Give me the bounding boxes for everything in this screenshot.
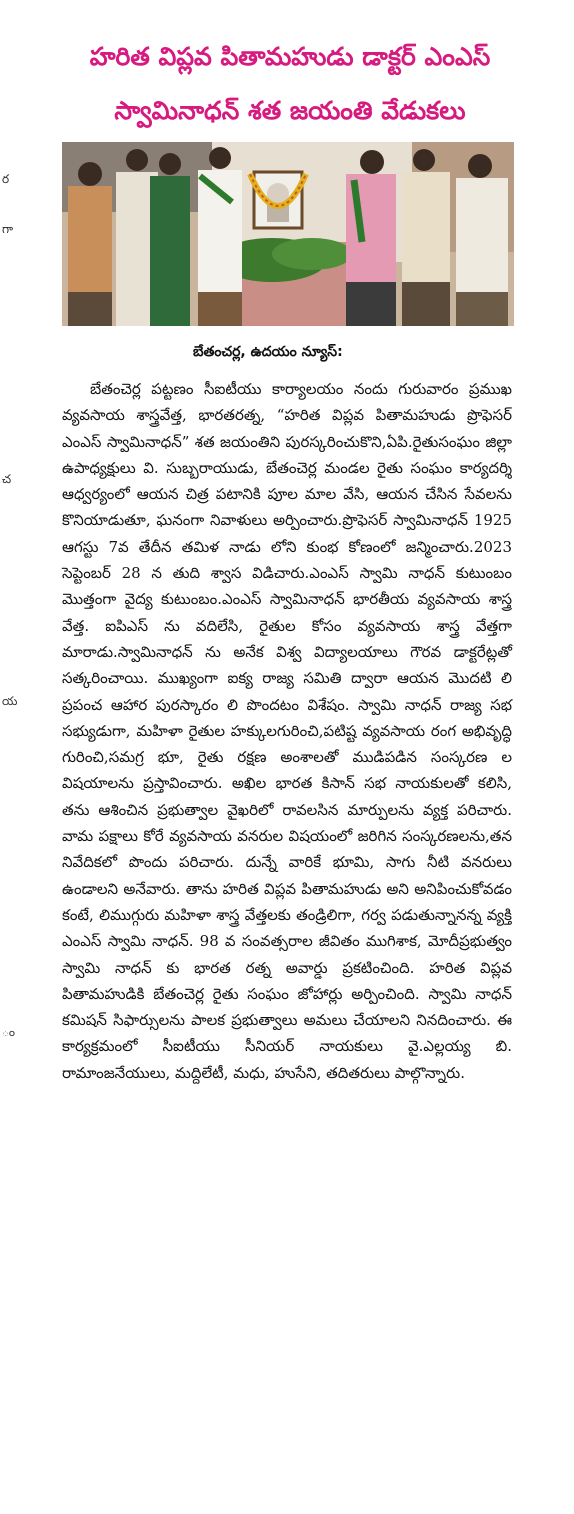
- article-headline: [30, 30, 550, 138]
- edge-fragment: గా: [2, 222, 14, 236]
- dateline: బేతంచర్ల, ఉదయం న్యూస్:: [193, 344, 343, 360]
- tribute-photo-illustration: [62, 142, 514, 326]
- edge-fragment: ం: [2, 1025, 16, 1039]
- headline-line-1: హరిత విప్లవ పితామహుడు డాక్టర్ ఎంఎస్: [89, 42, 491, 71]
- article-body: [62, 376, 512, 1086]
- article-paragraph: బేతంచెర్ల పట్టణం సీఐటీయు కార్యాలయం నందు గురువారం ప్రముఖ వ్యవసాయ శాస్త్రవేత్త, భారతరత్న, “హరిత విప్లవ పితామహుడు ప్రొఫెసర్ ఎంఎస్ స్వామినాధన్” శత జయంతిని పురస్కరించుకొని,ఏపి.రైతుసంఘం జిల్లా ఉపాధ్యక్షులు వి. సుబ్బరాయుడు, బేతంచెర్ల మండల రైతు సంఘం కార్యదర్శి ఆధ్వర్యంలో ఆయన చిత్ర పటానికి పూల మాల వేసి, ఆయన చేసిన సేవలను కొనియాడుతూ, ఘనంగా నివాళులు అర్పించారు.ప్రొఫెసర్ స్వామినాధన్ 1925 ఆగస్టు 7వ తేదీన తమిళ నాడు లోని కుంభ కోణంలో జన్మించారు.2023 సెప్టెంబర్ 28 న తుది శ్వాస విడిచారు.ఎంఎస్ స్వామి నాధన్ కుటుంబం మొత్తంగా వైద్య కుటుంబం.ఎంఎస్ స్వామినాధన్ భారతీయ వ్యవసాయ శాస్త్ర వేత్త. ఐపిఎస్ ను వదిలేసి, రైతుల కోసం వ్యవసాయ శాస్త్ర వేత్తగా మారాడు.స్వామినాధన్ ను అనేక విశ్వ విద్యాలయాలు గౌరవ డాక్టరేట్లతో సత్కరించాయి. ముఖ్యంగా ఐక్య రాజ్య సమితి ద్వారా ఆయన మొదటి లి ప్రపంచ ఆహార పురస్కారం లి పొందటం విశేషం. స్వామి నాధన్ రాజ్య సభ సభ్యుడుగా, మహిళా రైతుల హక్కులగురించి,పటిష్ట వ్యవసాయ రంగ అభివృద్ధి గురించి,సమగ్ర భూ, రైతు రక్షణ అంశాలతో ముడిపడిన సంస్కరణ ల విషయాలను ప్రస్తావించారు. అఖిల భారత కిసాన్ సభ నాయకులతో కలిసి, తను ఆశించిన ప్రభుత్వాల వైఖరిలో రావలసిన మార్పులను వ్యక్త పరిచారు. వామ పక్షాలు కోరే వ్యవసాయ వనరుల విషయంలో జరిగిన సంస్కరణలను,తన నివేదికలో పొందు పరిచారు. దున్నే వారికే భూమి, సాగు నీటి వనరులు ఉండాలని అనేవారు. తాను హరిత విప్లవ పితామహుడు అని అనిపించుకోవడం కంటే, లిముగ్గురు మహిళా శాస్త్ర వేత్తలకు తండ్రిలిగా, గర్వ పడుతున్నానన్న వ్యక్తి ఎంఎస్ స్వామి నాధన్. 98 వ సంవత్సరాల జీవితం ముగిశాక, మోదీప్రభుత్వం స్వామి నాధన్ కు భారత రత్న అవార్డు ప్రకటించింది. హరిత విప్లవ పితామహుడికి బేతంచెర్ల రైతు సంఘం జోహార్లు అర్పించింది. స్వామి నాధన్ కమిషన్ సిఫార్సులను పాలక ప్రభుత్వాలు అమలు చేయాలని నినదించారు. ఈ కార్యక్రమంలో సీఐటీయు సీనియర్ నాయకులు వై.ఎల్లయ్య బి. రామాంజనేయులు, మద్దిలేటీ, మధు, హుసేని, తదితరులు పాల్గొన్నారు.: [62, 380, 512, 1082]
- edge-fragment: చ: [2, 472, 12, 486]
- headline-line-2: స్వామినాధన్ శత జయంతి వేడుకలు: [114, 96, 466, 125]
- article-photo: [62, 142, 514, 326]
- edge-fragment: ర: [2, 172, 10, 186]
- edge-fragment: య: [2, 694, 18, 708]
- adjacent-column-fragments: [0, 0, 18, 1514]
